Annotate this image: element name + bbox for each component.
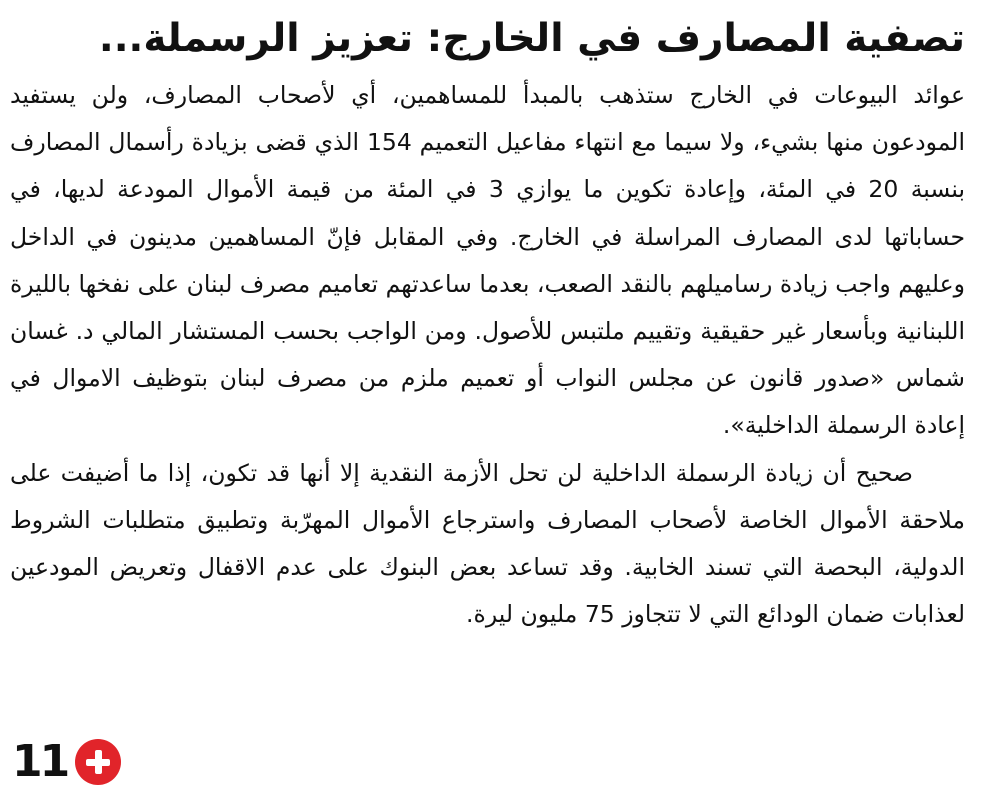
article-paragraph-1: عوائد البيوعات في الخارج ستذهب بالمبدأ للمساهمين، أي لأصحاب المصارف، ولن يستفيد المودعون منها بشيء، ولا سيما مع انتهاء مفاعيل التعميم 154 الذي قضى بزيادة رأسمال المصارف بنسبة 20 في المئة، وإعادة تكوين ما يوازي 3 في المئة من قيمة الأموال المودعة لديها، في حساباتها لدى المصارف المراسلة في الخارج. وفي المقابل فإنّ المساهمين مدينون في الداخل وعليهم واجب زيادة رساميلهم بالنقد الصعب، بعدما ساعدتهم تعاميم مصرف لبنان على نفخها بالليرة اللبنانية وبأسعار غير حقيقية وتقييم ملتبس للأصول. ومن الواجب بحسب المستشار المالي د. غسان شماس «صدور قانون عن مجلس النواب أو تعميم ملزم من مصرف لبنان بتوظيف الاموال في إعادة الرسملة الداخلية». (10, 81, 965, 440)
page-marker (12, 738, 121, 786)
article-paragraph-2: صحيح أن زيادة الرسملة الداخلية لن تحل الأزمة النقدية إلا أنها قد تكون، إذا ما أضيفت على ملاحقة الأموال الخاصة لأصحاب المصارف واسترجاع الأموال المهرّبة وتطبيق متطلبات الشروط الدولية، البحصة التي تسند الخابية. وقد تساعد بعض البنوك على عدم الاقفال وتعريض المودعين لعذابات ضمان الودائع التي لا تتجاوز 75 مليون ليرة. (10, 458, 965, 629)
article-headline: تصفية المصارف في الخارج: تعزيز الرسملة... (98, 16, 965, 61)
plus-circle-icon (75, 739, 121, 785)
page-number: 11 (12, 736, 68, 787)
article-body (10, 72, 965, 638)
